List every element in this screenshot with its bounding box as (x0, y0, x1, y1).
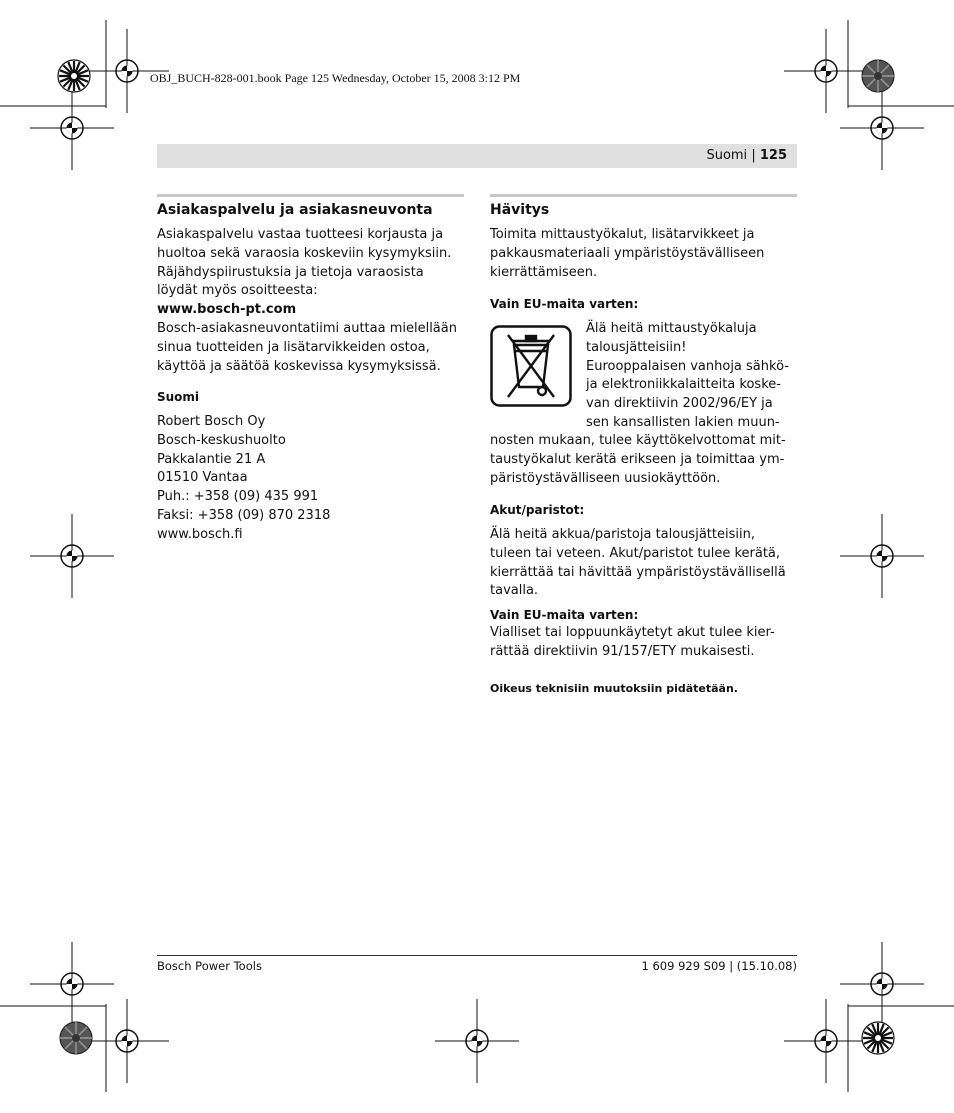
disposal-intro: Toimita mittaustyökalut, lisätarvikkeet ja pakkausmateriaali ympäristöystävälliseen kierrättämiseen. (490, 227, 765, 280)
footer-brand: Bosch Power Tools (157, 959, 262, 973)
left-column-rule (157, 194, 464, 197)
rights-reserved-note: Oikeus teknisiin muutoksiin pidätetään. (490, 682, 738, 695)
section-title-customer-service: Asiakaspalvelu ja asiakasneuvonta (157, 202, 433, 218)
weee-text-beside-icon: Älä heitä mittaustyökaluja talousjätteisiin! Eurooppalaisen vanhoja sähkö- ja elektroniikkalaitteita koske- van direktiivin 2002/96/EY ja sen kansallisten lakien muun- (586, 321, 789, 430)
eu-battery-text: Vialliset tai loppuunkäytetyt akut tulee kier- rättää direktiivin 91/157/ETY mukaisesti. (490, 625, 775, 659)
header-language-page (706, 148, 787, 163)
right-column-rule (490, 194, 797, 197)
header-separator: | (751, 148, 756, 163)
footer-rule (157, 955, 797, 956)
country-heading: Suomi (157, 390, 200, 404)
crossed-out-wheelie-bin-icon (490, 325, 572, 407)
eu-only-heading-batteries: Vain EU-maita varten: (490, 608, 639, 622)
battery-text: Älä heitä akkua/paristoja talousjätteisiin, tuleen tai veteen. Akut/paristot tulee kerätä, kierrättää tai hävittää ympäristöystävällisellä tavalla. (490, 527, 786, 599)
page-header (157, 144, 797, 168)
book-info-line: OBJ_BUCH-828-001.book Page 125 Wednesday, October 15, 2008 3:12 PM (150, 71, 521, 85)
eu-only-heading: Vain EU-maita varten: (490, 297, 639, 311)
section-title-disposal: Hävitys (490, 202, 550, 218)
bosch-pt-website: www.bosch-pt.com (157, 302, 297, 318)
footer-document-number: 1 609 929 S09 | (15.10.08) (641, 959, 797, 973)
customer-service-intro: Asiakaspalvelu vastaa tuotteesi korjausta ja huoltoa sekä varaosia koskeviin kysymyksiin. Räjähdyspiirustuksia ja tietoja varaosista löydät myös osoitteesta: www.bosch-pt.com Bosch-asiakasneuvontatiimi auttaa mielellään sinua tuotteiden ja lisätarvikkeiden ostoa, käyttöä ja säätöä koskevissa kysymyksissä. (157, 227, 457, 374)
page-number: 125 (759, 148, 787, 163)
header-language: Suomi (706, 148, 748, 163)
battery-heading: Akut/paristot: (490, 503, 585, 517)
address-block: Robert Bosch Oy Bosch-keskushuolto Pakkalantie 21 A 01510 Vantaa Puh.: +358 (09) 435 991 Faksi: +358 (09) 870 2318 www.bosch.fi (157, 414, 331, 542)
weee-text-continuation: nosten mukaan, tulee käyttökelvottomat mit- taustyökalut kerätä erikseen ja toimittaa ym- päristöystävälliseen uusiokäyttöön. (490, 433, 786, 486)
